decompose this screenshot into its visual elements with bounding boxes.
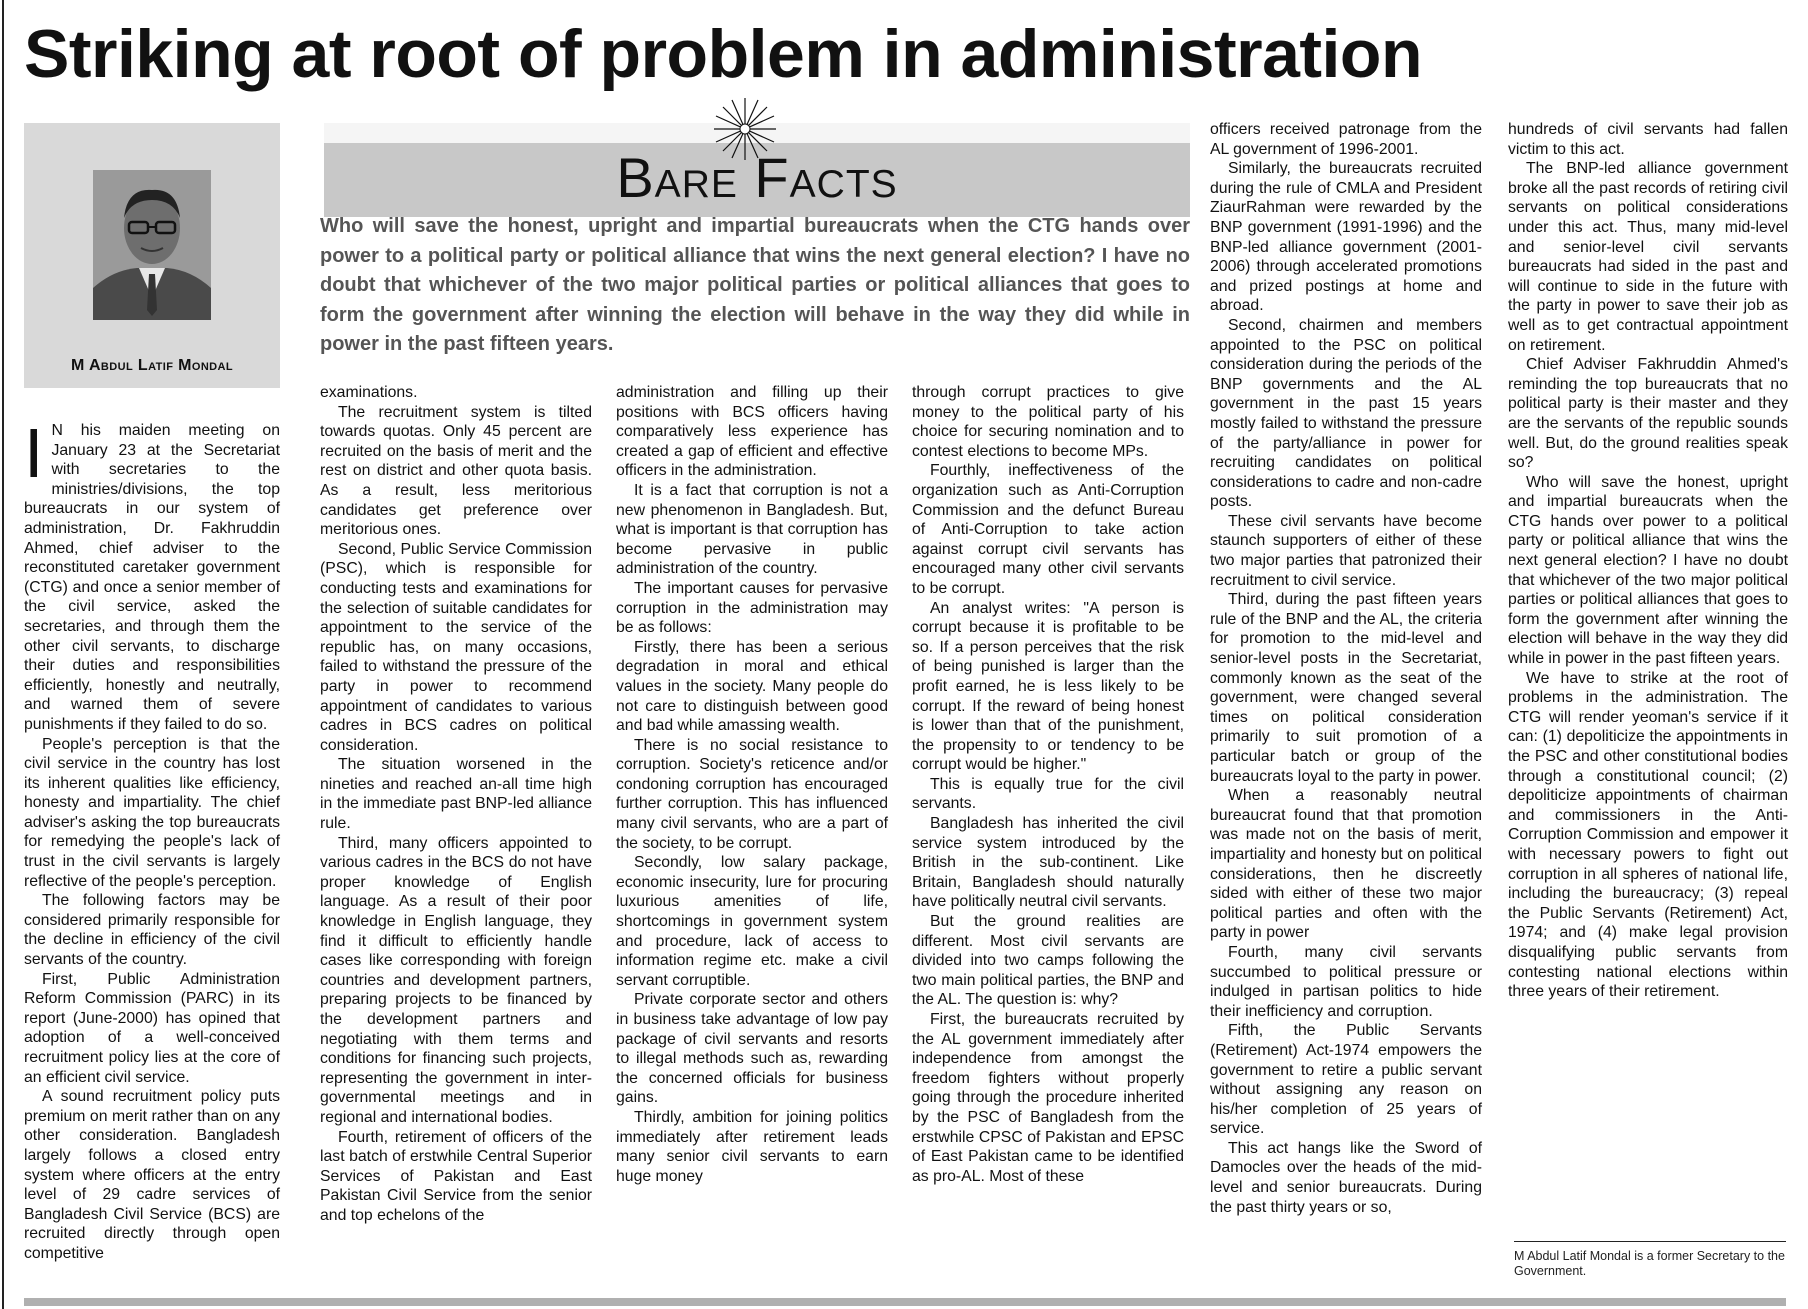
article-paragraph bbox=[320, 834, 592, 1128]
paragraph-text: Bangladesh has inherited the civil service system introduced by the British in the sub-continent. Like Britain, Bangladesh should naturally have politically neutral civil servants. bbox=[912, 815, 1184, 911]
article-column-1 bbox=[24, 414, 280, 1264]
paragraph-text: People's perception is that the civil service in the country has lost its inherent qualities like efficiency, honesty and impartiality. The chief adviser's asking the top bureaucrats for remedying the people's lack of trust in the civil servants is largely reflective of the people's perception. bbox=[24, 735, 280, 890]
article-paragraph bbox=[1508, 669, 1788, 1002]
article-column-5 bbox=[1210, 120, 1482, 1217]
author-box bbox=[24, 123, 280, 388]
headline: Striking at root of problem in administration bbox=[24, 16, 1422, 92]
paragraph-text: Fifth, the Public Servants (Retirement) Act-1974 empowers the government to retire a public servant without assigning any reason on his/her completion of 25 years of service. bbox=[1210, 1022, 1482, 1138]
paragraph-text: Fourth, retirement of officers of the last batch of erstwhile Central Superior Services of Pakistan and East Pakistan Civil Service from the senior and top echelons of the bbox=[320, 1128, 592, 1224]
article-paragraph bbox=[320, 755, 592, 833]
article-paragraph bbox=[24, 970, 280, 1088]
pull-quote: Who will save the honest, upright and impartial bureaucrats when the CTG hands over power to a political party or political alliance that wins the next general election? I have no doubt that whichever of the two major political parties or political alliances that goes to form the government after winning the election will behave in the way they did while in power in the past fifteen years. bbox=[320, 215, 1190, 355]
paragraph-text: Private corporate sector and others in business take advantage of low pay package of civil servants and resorts to illegal methods such as, rewarding the concerned officials for business gains. bbox=[616, 991, 888, 1107]
article-paragraph bbox=[320, 540, 592, 756]
paragraph-text: The important causes for pervasive corruption in the administration may be as follows: bbox=[616, 579, 888, 637]
article-paragraph bbox=[912, 383, 1184, 461]
author-note-divider bbox=[1514, 1241, 1786, 1242]
paragraph-text: When a reasonably neutral bureaucrat found that that promotion was made not on the basis of merit, impartiality and honesty but on political considerations, then he discreetly sided with either of these two major political parties and often with the party in power bbox=[1210, 787, 1482, 942]
article-paragraph bbox=[1210, 1021, 1482, 1139]
section-title: Bare Facts bbox=[616, 146, 898, 209]
paragraph-text: But the ground realities are different. Most civil servants are divided into two camps following the two main political parties, the BNP and the AL. The question is: why? bbox=[912, 913, 1184, 1009]
article-paragraph bbox=[616, 638, 888, 736]
article-column-2 bbox=[320, 383, 592, 1226]
article-paragraph bbox=[912, 599, 1184, 775]
article-paragraph bbox=[1508, 120, 1788, 159]
paragraph-text: The following factors may be considered primarily responsible for the decline in efficiency of the civil servants of the country. bbox=[24, 892, 280, 969]
paragraph-text: N his maiden meeting on January 23 at the Secretariat with secretaries to the ministries/divisions, the top bureaucrats in our system of administration, Dr. Fakhruddin Ahmed, chief adviser to the reconstituted caretaker government (CTG) and once a senior member of the civil service, asked the secretaries, and through them the other civil servants, to discharge their duties and responsibilities efficiently, honestly and neutrally, and warned them of severe punishments if they failed to do so. bbox=[24, 422, 280, 733]
author-note: M Abdul Latif Mondal is a former Secretary to the Government. bbox=[1514, 1249, 1785, 1278]
article-paragraph bbox=[24, 414, 280, 735]
paragraph-text: Fourthly, ineffectiveness of the organization such as Anti-Corruption Commission and the defunct Bureau of Anti-Corruption to take action against corrupt civil servants has encouraged many other civil servants to be corrupt. bbox=[912, 462, 1184, 597]
paragraph-text: Secondly, low salary package, economic insecurity, lure for procuring luxurious amenities of life, shortcomings in government system and procedure, lack of access to information regime etc. make a civil servant corruptible. bbox=[616, 854, 888, 989]
article-paragraph bbox=[320, 403, 592, 540]
paragraph-text: Third, many officers appointed to various cadres in the BCS do not have proper knowledge of English language. As a result of their poor knowledge in English language, they find it difficult to efficiently handle cases like corresponding with foreign countries and development partners, preparing projects to be financed by the development partners and negotiating with them terms and conditions for financing such projects, representing the government in inter-governmental meetings and in regional and international bodies. bbox=[320, 834, 592, 1126]
paragraph-text: The recruitment system is tilted towards quotas. Only 45 percent are recruited on the basis of merit and the rest on district and other quota basis. As a result, less meritorious candidates get preference over meritorious ones. bbox=[320, 403, 592, 539]
paragraph-text: Second, chairmen and members appointed to the PSC on political consideration during the periods of the BNP governments and the AL government in the past 15 years mostly failed to withstand the pressure of the party/alliance in power for recruiting candidates on political considerations to cadre and non-cadre posts. bbox=[1210, 316, 1482, 511]
drop-cap: I bbox=[24, 414, 44, 492]
article-paragraph bbox=[912, 912, 1184, 1010]
article-paragraph bbox=[912, 461, 1184, 598]
article-paragraph bbox=[1508, 473, 1788, 669]
article-paragraph bbox=[1210, 316, 1482, 512]
paragraph-text: administration and filling up their positions with BCS officers having comparatively less experience has created a gap of efficient and effective officers in the administration. bbox=[616, 384, 888, 480]
article-column-3 bbox=[616, 383, 888, 1186]
article-paragraph bbox=[24, 735, 280, 892]
paragraph-text: An analyst writes: "A person is corrupt because it is profitable to be so. If a person perceives that the risk of being punished is larger than the profit earned, he is less likely to be corrupt. If the reward of being honest is lower than that of the punishment, the propensity to or tendency to be corrupt would be higher." bbox=[912, 599, 1184, 774]
paragraph-text: Firstly, there has been a serious degradation in moral and ethical values in the society. Many people do not care to distinguish between good and bad while amassing wealth. bbox=[616, 638, 888, 735]
article-paragraph bbox=[912, 1010, 1184, 1186]
starburst-icon bbox=[712, 96, 778, 162]
article-paragraph bbox=[616, 1108, 888, 1186]
paragraph-text: Third, during the past fifteen years rule of the BNP and the AL, the criteria for promotion to the mid-level and senior-level posts in the Secretariat, commonly known as the seat of the government, were changed several times on political consideration primarily to suit promotion of a particular batch or group of the bureaucrats loyal to the party in power. bbox=[1210, 591, 1482, 785]
paragraph-text: Who will save the honest, upright and impartial bureaucrats when the CTG hands over power to a political party or political alliance that wins the next general election? I have no doubt that whichever of the two major political parties or political alliances that goes to form the government after winning the election will behave in the way they did while in power in the past fifteen years. bbox=[1508, 473, 1788, 668]
article-paragraph bbox=[24, 1087, 280, 1263]
article-paragraph bbox=[320, 383, 592, 403]
article-paragraph bbox=[616, 853, 888, 990]
paragraph-text: examinations. bbox=[320, 384, 418, 401]
paragraph-text: Chief Adviser Fakhruddin Ahmed's reminding the top bureaucrats that no political party is their master and they are the servants of the republic sounds well. But, do the ground realities speak so? bbox=[1508, 356, 1788, 472]
paragraph-text: First, Public Administration Reform Commission (PARC) in its report (June-2000) has opined that adoption of a well-conceived recruitment policy lies at the core of an efficient civil service. bbox=[24, 970, 280, 1086]
author-photo bbox=[93, 170, 211, 320]
article-paragraph bbox=[912, 814, 1184, 912]
paragraph-text: It is a fact that corruption is not a new phenomenon in Bangladesh. But, what is important is that corruption has become pervasive in public administration of the country. bbox=[616, 481, 888, 578]
article-paragraph bbox=[1210, 159, 1482, 316]
article-paragraph bbox=[616, 579, 888, 638]
paragraph-text: These civil servants have become staunch supporters of either of these two major parties that patronized their recruitment to civil service. bbox=[1210, 512, 1482, 589]
article-paragraph bbox=[1210, 1139, 1482, 1217]
article-column-6 bbox=[1508, 120, 1788, 1002]
paragraph-text: The situation worsened in the nineties and reached an-all time high in the immediate past BNP-led alliance rule. bbox=[320, 756, 592, 833]
article-paragraph bbox=[616, 481, 888, 579]
article-paragraph bbox=[616, 383, 888, 481]
article-paragraph bbox=[1210, 943, 1482, 1021]
page-bottom-bar bbox=[24, 1298, 1786, 1306]
paragraph-text: officers received patronage from the AL government of 1996-2001. bbox=[1210, 121, 1482, 158]
paragraph-text: Thirdly, ambition for joining politics immediately after retirement leads many senior civil servants to earn huge money bbox=[616, 1108, 888, 1185]
article-paragraph bbox=[1508, 159, 1788, 355]
article-paragraph bbox=[1210, 512, 1482, 590]
paragraph-text: hundreds of civil servants had fallen victim to this act. bbox=[1508, 121, 1788, 158]
paragraph-text: A sound recruitment policy puts premium on merit rather than on any other consideration. Bangladesh largely follows a closed entry system where officers at the entry level of 29 cadre services of Bangladesh Civil Service (BCS) are recruited directly through open competitive bbox=[24, 1088, 280, 1262]
paragraph-text: This act hangs like the Sword of Damocles over the heads of the mid-level and senior bureaucrats. During the past thirty years or so, bbox=[1210, 1139, 1482, 1216]
article-paragraph bbox=[616, 990, 888, 1108]
article-paragraph bbox=[24, 891, 280, 969]
author-name: M Abdul Latif Mondal bbox=[70, 357, 233, 374]
article-column-4 bbox=[912, 383, 1184, 1186]
article-paragraph bbox=[912, 775, 1184, 814]
article-paragraph bbox=[1508, 355, 1788, 473]
article-paragraph bbox=[320, 1128, 592, 1226]
paragraph-text: There is no social resistance to corruption. Society's reticence and/or condoning corruption has encouraged further corruption. This has influenced many civil servants, who are a part of the society, to be corrupt. bbox=[616, 736, 888, 852]
paragraph-text: First, the bureaucrats recruited by the AL government immediately after independence from amongst the freedom fighters without properly going through the procedure inherited by the PSC of Bangladesh from the erstwhile CPSC of Pakistan and EPSC of East Pakistan came to be identified as pro-AL. Most of these bbox=[912, 1011, 1184, 1185]
article-paragraph bbox=[1210, 590, 1482, 786]
article-paragraph bbox=[616, 736, 888, 854]
left-margin-rule bbox=[2, 0, 4, 1309]
paragraph-text: This is equally true for the civil servants. bbox=[912, 775, 1184, 813]
paragraph-text: Similarly, the bureaucrats recruited during the rule of CMLA and President ZiaurRahman were rewarded by the BNP government (1991-1996) and the BNP-led alliance government (2001-2006) through accelerated promotions and prized postings at home and abroad. bbox=[1210, 160, 1482, 315]
article-paragraph bbox=[1210, 786, 1482, 943]
paragraph-text: through corrupt practices to give money to the political party of his choice for securing nomination and to contest elections to become MPs. bbox=[912, 384, 1184, 460]
portrait-image bbox=[93, 170, 211, 320]
paragraph-text: Second, Public Service Commission (PSC), which is responsible for conducting tests and examinations for the selection of suitable candidates for appointment to the service of the republic has, on many occasions, failed to withstand the pressure of the party in power to recommend appointment of candidates to various cadres in BCS cadres on political consideration. bbox=[320, 540, 592, 754]
paragraph-text: We have to strike at the root of problems in the administration. The CTG will render yeoman's service if it can: (1) depoliticize the appointments in the PSC and other constitutional bodies through a constitutional council; (2) depoliticize appointments of chairman and commissioners in the Anti-Corruption Commission and empower it with necessary powers to fight out corruption in all spheres of national life, including the bureaucracy; (3) repeal the Public Servants (Retirement) Act, 1974; and (4) make legal provision disqualifying public servants from contesting national elections within three years of their retirement. bbox=[1508, 669, 1788, 1001]
paragraph-text: Fourth, many civil servants succumbed to political pressure or indulged in partisan politics to hide their inefficiency and corruption. bbox=[1210, 943, 1482, 1020]
paragraph-text: The BNP-led alliance government broke all the past records of retiring civil servants on political considerations under this act. Thus, many mid-level and senior-level civil servants bureaucrats had sided in the past and will continue to side in the future with the party in power to save their job as well as to get contractual appointment on retirement. bbox=[1508, 160, 1788, 354]
article-paragraph bbox=[1210, 120, 1482, 159]
